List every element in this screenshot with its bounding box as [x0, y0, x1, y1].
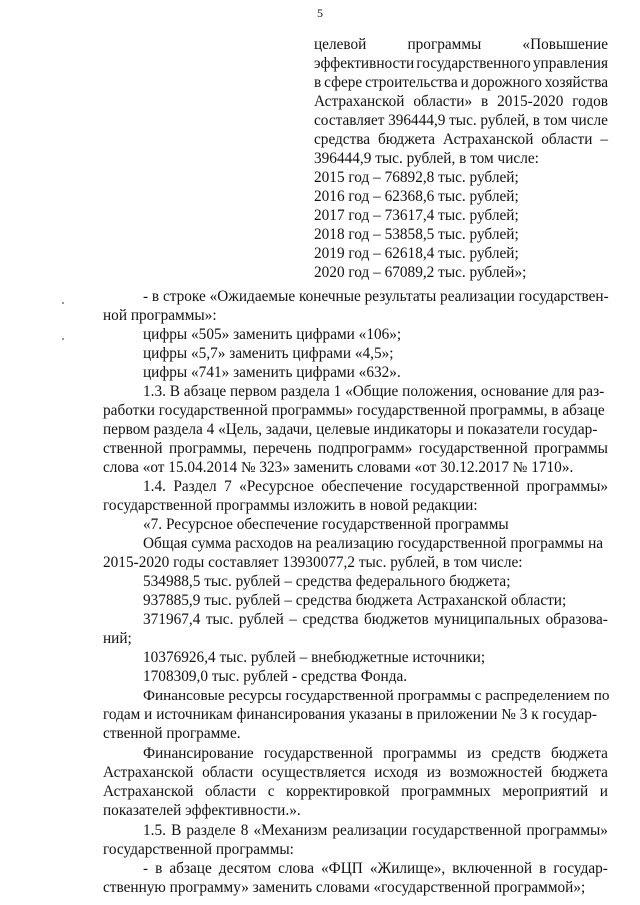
word: области	[202, 764, 254, 781]
word: 1.4.	[143, 478, 166, 495]
word: программы»	[526, 478, 608, 495]
word: 1.5.	[143, 822, 166, 839]
fin2-line-2	[103, 763, 608, 782]
expected-line-2: ной программы»:	[103, 307, 217, 324]
word: –	[289, 611, 297, 628]
word: государственной	[418, 440, 528, 457]
word: Астраханской	[314, 93, 405, 110]
replace-item: цифры «741» заменить цифрами «632».	[143, 364, 401, 381]
word: «Повышение	[522, 36, 608, 53]
year-line: 2020 год – 67089,2 тыс. рублей»;	[314, 264, 527, 281]
word: из	[426, 764, 441, 781]
word: обеспечение	[321, 478, 403, 495]
p13-line-2: работки государственной программы» государственной программы, в абзаце	[103, 402, 605, 419]
word: ственной	[103, 440, 163, 457]
funding-item-municipal	[143, 610, 608, 629]
word: мероприятий	[502, 783, 589, 800]
word: государственной	[410, 478, 520, 495]
word: осуществляется	[261, 764, 366, 781]
word: государственного	[416, 55, 531, 72]
word: образова-	[545, 611, 608, 628]
word: строительства	[365, 74, 458, 91]
p13-line-1: 1.3. В абзаце первом раздела 1 «Общие положения, основание для раз-	[143, 383, 605, 400]
word: возможностей	[449, 764, 543, 781]
word: «Ресурсное	[239, 478, 314, 495]
word: средств	[491, 745, 541, 762]
word: 7	[224, 478, 232, 495]
word: средства	[314, 131, 371, 148]
word: тыс.	[205, 611, 234, 628]
block1-line-2	[314, 54, 608, 73]
word: дорожного	[471, 74, 542, 91]
word: перечень	[252, 440, 312, 457]
word: области	[205, 783, 257, 800]
word: Астраханской	[103, 783, 194, 800]
word: тыс.	[449, 112, 477, 129]
word: программы	[407, 36, 482, 53]
year-line: 2019 год – 62618,4 тыс. рублей;	[314, 245, 519, 262]
replace-item: цифры «5,7» заменить цифрами «4,5»;	[143, 345, 394, 362]
funding-item: 937885,9 тыс. рублей – средства бюджета Астраханской области;	[143, 592, 567, 609]
word: в	[155, 860, 163, 877]
word: программы»	[526, 822, 608, 839]
word: подпрограмм»	[318, 440, 413, 457]
word: бюджетов	[363, 611, 429, 628]
word: абзаце	[169, 860, 212, 877]
fin1-line-1: Финансовые ресурсы государственной программы с распределением по	[143, 687, 610, 704]
word: -	[143, 860, 149, 877]
word: программы	[382, 745, 457, 762]
word: годов	[572, 93, 608, 110]
block1-line-6	[314, 130, 608, 149]
word: хозяйства	[544, 74, 608, 91]
year-line: 2015 год – 76892,8 тыс. рублей;	[314, 169, 519, 186]
word: исходя	[374, 764, 419, 781]
word: 2015-2020	[497, 93, 564, 110]
word: области	[541, 131, 593, 148]
year-line: 2018 год – 53858,5 тыс. рублей;	[314, 226, 519, 243]
word: «Жилище»,	[369, 860, 446, 877]
p15-line-1	[143, 821, 608, 840]
word: разделе	[186, 822, 236, 839]
word: том	[543, 112, 568, 129]
fin2-line-4: показателей эффективности.».	[103, 802, 301, 819]
word: бюджета	[377, 131, 436, 148]
word: бюджета	[550, 764, 608, 781]
word: –	[600, 131, 608, 148]
word: В	[171, 822, 182, 839]
year-line: 2017 год – 73617,4 тыс. рублей;	[314, 207, 519, 224]
word: в	[539, 860, 547, 877]
scan-speck	[62, 338, 64, 340]
word: реализации	[332, 822, 408, 839]
word: в	[480, 93, 489, 110]
word: Астраханской	[442, 131, 534, 148]
p15-line-2: государственной программы:	[103, 841, 294, 858]
word: области»	[413, 93, 473, 110]
fin1-line-2: годам и источникам финансирования указаны в приложении № 3 к государ-	[103, 706, 597, 723]
word: Астраханской	[103, 764, 194, 781]
word: включенной	[452, 860, 533, 877]
p14-line-2: государственной программы изложить в новой редакции:	[103, 497, 478, 514]
word: средства	[302, 611, 359, 628]
word: рублей	[238, 611, 284, 628]
word: 8	[240, 822, 249, 839]
scan-speck	[62, 302, 64, 304]
expected-line-1: - в строке «Ожидаемые конечные результаты реализации государствен-	[143, 288, 609, 305]
word: 396444,9	[388, 112, 446, 129]
word: программных	[401, 783, 491, 800]
block1-line-7: 396444,9 тыс. рублей, в том числе:	[314, 150, 539, 167]
word: бюджета	[550, 745, 608, 762]
fin2-line-1	[143, 744, 608, 763]
word: 371967,4	[143, 611, 201, 628]
word: составляет	[314, 112, 385, 129]
word: сфере	[324, 74, 363, 91]
p15-line-4: ственную программу» заменить словами «государственной программой»;	[103, 879, 586, 896]
word: муниципальных	[434, 611, 541, 628]
word: корректировкой	[286, 783, 390, 800]
p14-line-5: 2015-2020 годы составляет 13930077,2 тыс. рублей, в том числе:	[103, 554, 523, 571]
word: Раздел	[173, 478, 217, 495]
word: десятом	[218, 860, 272, 877]
word: «Механизм	[253, 822, 328, 839]
word: Финансирование	[143, 745, 254, 762]
funding-item-municipal-cont: ний;	[103, 630, 132, 647]
word: программы	[534, 440, 608, 457]
word: в	[314, 74, 322, 91]
p13-line-3: первом раздела 4 «Цель, задачи, целевые индикаторы и показатели государ-	[103, 421, 598, 438]
word: государ-	[553, 860, 608, 877]
page-number: 5	[317, 6, 323, 20]
word: числе	[570, 112, 608, 129]
word: управления	[532, 55, 608, 72]
word: рублей,	[480, 112, 530, 129]
fin2-line-3	[103, 782, 608, 801]
word: и	[460, 74, 469, 91]
p14-line-1	[143, 477, 608, 496]
fin1-line-3: ственной программе.	[103, 725, 241, 742]
year-line: 2016 год – 62368,6 тыс. рублей;	[314, 188, 519, 205]
block1-line-3	[314, 73, 608, 92]
word: государственной	[412, 822, 522, 839]
block1-line-4	[314, 92, 608, 111]
word: государственной	[263, 745, 373, 762]
p13-line-4	[103, 439, 608, 458]
word: из	[466, 745, 482, 762]
word: «ФЦП	[321, 860, 363, 877]
p15-line-3	[143, 859, 608, 878]
funding-item: 1708309,0 тыс. рублей - средства Фонда.	[143, 668, 408, 685]
p14-line-4: Общая сумма расходов на реализацию государственной программы на	[143, 535, 604, 552]
funding-item: 10376926,4 тыс. рублей – внебюджетные источники;	[143, 649, 486, 666]
word: эффективности	[314, 55, 415, 72]
word: программы,	[168, 440, 247, 457]
word: с	[267, 783, 275, 800]
funding-item: 534988,5 тыс. рублей – средства федерального бюджета;	[143, 573, 511, 590]
section-7-heading: «7. Ресурсное обеспечение государственной программы	[143, 516, 509, 533]
word: и	[599, 783, 608, 800]
replace-item: цифры «505» заменить цифрами «106»;	[143, 326, 402, 343]
word: целевой	[314, 36, 367, 53]
word: слова	[278, 860, 314, 877]
p13-line-5: слова «от 15.04.2014 № 323» заменить словами «от 30.12.2017 № 1710».	[103, 459, 574, 476]
block1-line-1	[314, 35, 608, 54]
word: в	[532, 112, 540, 129]
block1-line-5	[314, 111, 608, 130]
